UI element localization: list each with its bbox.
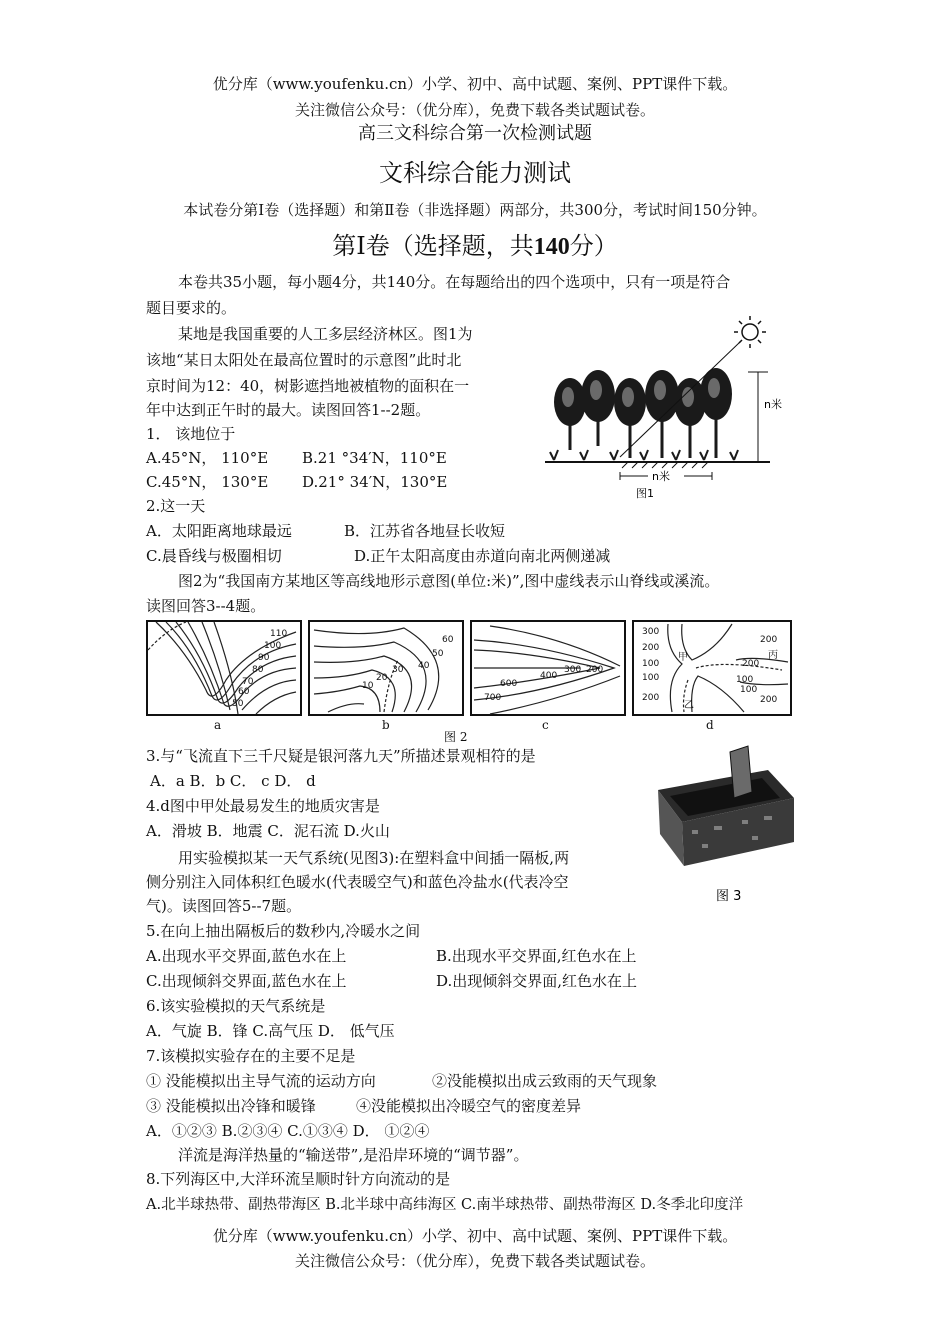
contour-label-d-6: 200 xyxy=(760,635,778,645)
volume-title-prefix: 第Ⅰ卷（选择题，共 xyxy=(332,232,534,260)
footer-line-2: 关注微信公众号：（优分库），免费下载各类试题试卷。 xyxy=(294,1252,655,1270)
q1-option-a: A.45°N， 110°E xyxy=(146,449,269,467)
passage1-line-2: 该地“某日太阳处在最高位置时的示意图”此时北 xyxy=(146,351,462,369)
header-line-2: 关注微信公众号：（优分库），免费下载各类试题试卷。 xyxy=(294,101,655,119)
contour-label-b-5: 20 xyxy=(376,673,388,683)
mark-jia: 甲 xyxy=(678,652,688,663)
q2-option-a: A．太阳距离地球最远 xyxy=(146,522,292,540)
contour-label-c-1: 600 xyxy=(500,679,518,689)
q4-options: A．滑坡 B．地震 C．泥石流 D.火山 xyxy=(146,822,390,840)
q7-statement-3: ③ 没能模拟出冷锋和暖锋 xyxy=(146,1097,316,1115)
contour-label-b-2: 50 xyxy=(432,649,444,659)
q3-stem: 3.与“飞流直下三千尺疑是银河落九天”所描述景观相符的是 xyxy=(146,747,536,765)
intro-line-2: 题目要求的。 xyxy=(146,299,237,317)
contour-label-a-4: 80 xyxy=(252,665,264,675)
volume-title-suffix: 分） xyxy=(569,232,618,260)
divider-board xyxy=(730,746,752,798)
contour-label-d-3: 100 xyxy=(642,659,660,669)
panel-d-label: d xyxy=(706,718,714,732)
q7-statement-2: ②没能模拟出成云致雨的天气现象 xyxy=(432,1072,658,1090)
contour-label-c-2: 700 xyxy=(484,693,502,703)
mark-bing: 丙 xyxy=(768,650,778,661)
passage1-line-4: 年中达到正午时的最大。读图回答1--2题。 xyxy=(146,401,431,419)
width-label: n米 xyxy=(652,470,670,483)
figure-2-panel-a xyxy=(146,620,302,716)
q1-option-d: D.21° 34′N，130°E xyxy=(302,473,448,491)
q7-statement-4: ④没能模拟出冷暖空气的密度差异 xyxy=(356,1097,582,1115)
q5-option-d: D.出现倾斜交界面,红色水在上 xyxy=(436,972,638,990)
contour-label-a-3: 90 xyxy=(258,653,270,663)
contour-label-d-8: 100 xyxy=(736,675,754,685)
contour-label-b-1: 60 xyxy=(442,635,454,645)
contour-label-a-7: 50 xyxy=(232,699,244,709)
figure-3-caption: 图 3 xyxy=(716,889,742,904)
contour-label-c-4: 300 xyxy=(564,665,582,675)
header-line-1: 优分库（www.youfenku.cn）小学、初中、高中试题、案例、PPT课件下载。 xyxy=(212,75,738,93)
tree-row xyxy=(554,368,732,458)
contour-label-d-9: 100 xyxy=(740,685,758,695)
passage1-line-1: 某地是我国重要的人工多层经济林区。图1为 xyxy=(178,325,473,343)
passage3-line-2: 侧分别注入同体积红色暖水(代表暖空气)和蓝色冷盐水(代表冷空 xyxy=(146,873,569,891)
contour-label-d-5: 200 xyxy=(642,693,660,703)
q1-option-c: C.45°N， 130°E xyxy=(146,473,269,491)
exam-title: 高三文科综合第一次检测试题 xyxy=(358,123,592,144)
passage2-line-1: 图2为“我国南方某地区等高线地形示意图(单位:米)”,图中虚线表示山脊线或溪流。 xyxy=(178,572,720,590)
q5-stem: 5.在向上抽出隔板后的数秒内,冷暖水之间 xyxy=(146,922,421,940)
panel-a-label: a xyxy=(214,718,222,732)
paper-title: 文科综合能力测试 xyxy=(379,159,571,187)
contour-label-a-5: 70 xyxy=(242,677,254,687)
volume-title xyxy=(0,230,950,263)
q1-stem: 1． 该地位于 xyxy=(146,425,236,443)
contour-label-b-6: 10 xyxy=(362,681,374,691)
passage3-line-3: 气)。读图回答5--7题。 xyxy=(146,897,302,915)
height-dimension xyxy=(748,372,768,462)
q8-options: A.北半球热带、副热带海区 B.北半球中高纬海区 C.南半球热带、副热带海区 D.冬季北印度洋 xyxy=(146,1197,744,1213)
paper-note: 本试卷分第Ⅰ卷（选择题）和第Ⅱ卷（非选择题）两部分，共300分，考试时间150分钟。 xyxy=(183,201,767,219)
panel-b-label: b xyxy=(382,718,390,732)
q2-option-d: D.正午太阳高度由赤道向南北两侧递减 xyxy=(354,547,611,565)
volume-title-number: 140 xyxy=(533,234,570,260)
q5-option-b: B.出现水平交界面,红色水在上 xyxy=(436,947,637,965)
figure-2-caption: 图 2 xyxy=(444,730,468,744)
q6-options: A．气旋 B．锋 C.高气压 D． 低气压 xyxy=(146,1022,395,1040)
figure-2-panel-b xyxy=(308,620,464,716)
q7-stem: 7.该模拟实验存在的主要不足是 xyxy=(146,1047,356,1065)
q7-options: A．①②③ B.②③④ C.①③④ D． ①②④ xyxy=(146,1122,430,1140)
panel-c-label: c xyxy=(542,718,549,732)
contour-label-c-3: 400 xyxy=(540,671,558,681)
passage4-line-1: 洋流是海洋热量的“输送带”,是沿岸环境的“调节器”。 xyxy=(178,1146,529,1164)
contour-label-d-2: 200 xyxy=(642,643,660,653)
contour-label-d-10: 200 xyxy=(760,695,778,705)
plastic-box xyxy=(658,770,794,866)
intro-line-1: 本卷共35小题，每小题4分，共140分。在每题给出的四个选项中，只有一项是符合 xyxy=(178,273,731,291)
figure-1-caption: 图1 xyxy=(636,487,654,500)
q8-stem: 8.下列海区中,大洋环流呈顺时针方向流动的是 xyxy=(146,1170,451,1188)
q2-stem: 2.这一天 xyxy=(146,497,206,515)
figure-2-panel-c xyxy=(470,620,626,716)
q7-statement-1: ① 没能模拟出主导气流的运动方向 xyxy=(146,1072,376,1090)
q5-option-c: C.出现倾斜交界面,蓝色水在上 xyxy=(146,972,347,990)
contour-label-d-1: 300 xyxy=(642,627,660,637)
figure-1 xyxy=(540,312,780,502)
passage3-line-1: 用实验模拟某一天气系统(见图3):在塑料盒中间插一隔板,两 xyxy=(178,849,570,867)
footer-line-1: 优分库（www.youfenku.cn）小学、初中、高中试题、案例、PPT课件下载。 xyxy=(212,1227,738,1245)
q6-stem: 6.该实验模拟的天气系统是 xyxy=(146,997,326,1015)
contour-label-c-5: 200 xyxy=(586,665,604,675)
ground-plants xyxy=(550,450,738,460)
passage1-line-3: 京时间为12：40，树影遮挡地被植物的面积在一 xyxy=(146,377,470,395)
mark-yi: 乙 xyxy=(684,700,694,711)
height-label: n米 xyxy=(764,398,782,411)
q1-option-b: B.21 °34′N，110°E xyxy=(302,449,447,467)
figure-2 xyxy=(146,620,792,750)
q2-option-c: C.晨昏线与极圈相切 xyxy=(146,547,282,565)
q5-option-a: A.出现水平交界面,蓝色水在上 xyxy=(146,947,347,965)
figure-2-panel-d xyxy=(632,620,792,716)
q3-options: A．a B．b C． c D． d xyxy=(150,772,316,790)
q2-option-b: B．江苏省各地昼长收短 xyxy=(344,522,506,540)
contour-label-a-2: 100 xyxy=(264,641,282,651)
contour-label-a-6: 60 xyxy=(238,687,250,697)
q4-stem: 4.d图中甲处最易发生的地质灾害是 xyxy=(146,797,380,815)
figure-3 xyxy=(652,746,800,906)
contour-label-a-1: 110 xyxy=(270,629,288,639)
contour-label-b-3: 40 xyxy=(418,661,430,671)
passage2-line-2: 读图回答3--4题。 xyxy=(146,597,266,615)
contour-label-d-7: 200 xyxy=(742,659,760,669)
contour-label-d-4: 100 xyxy=(642,673,660,683)
contour-label-b-4: 30 xyxy=(392,665,404,675)
